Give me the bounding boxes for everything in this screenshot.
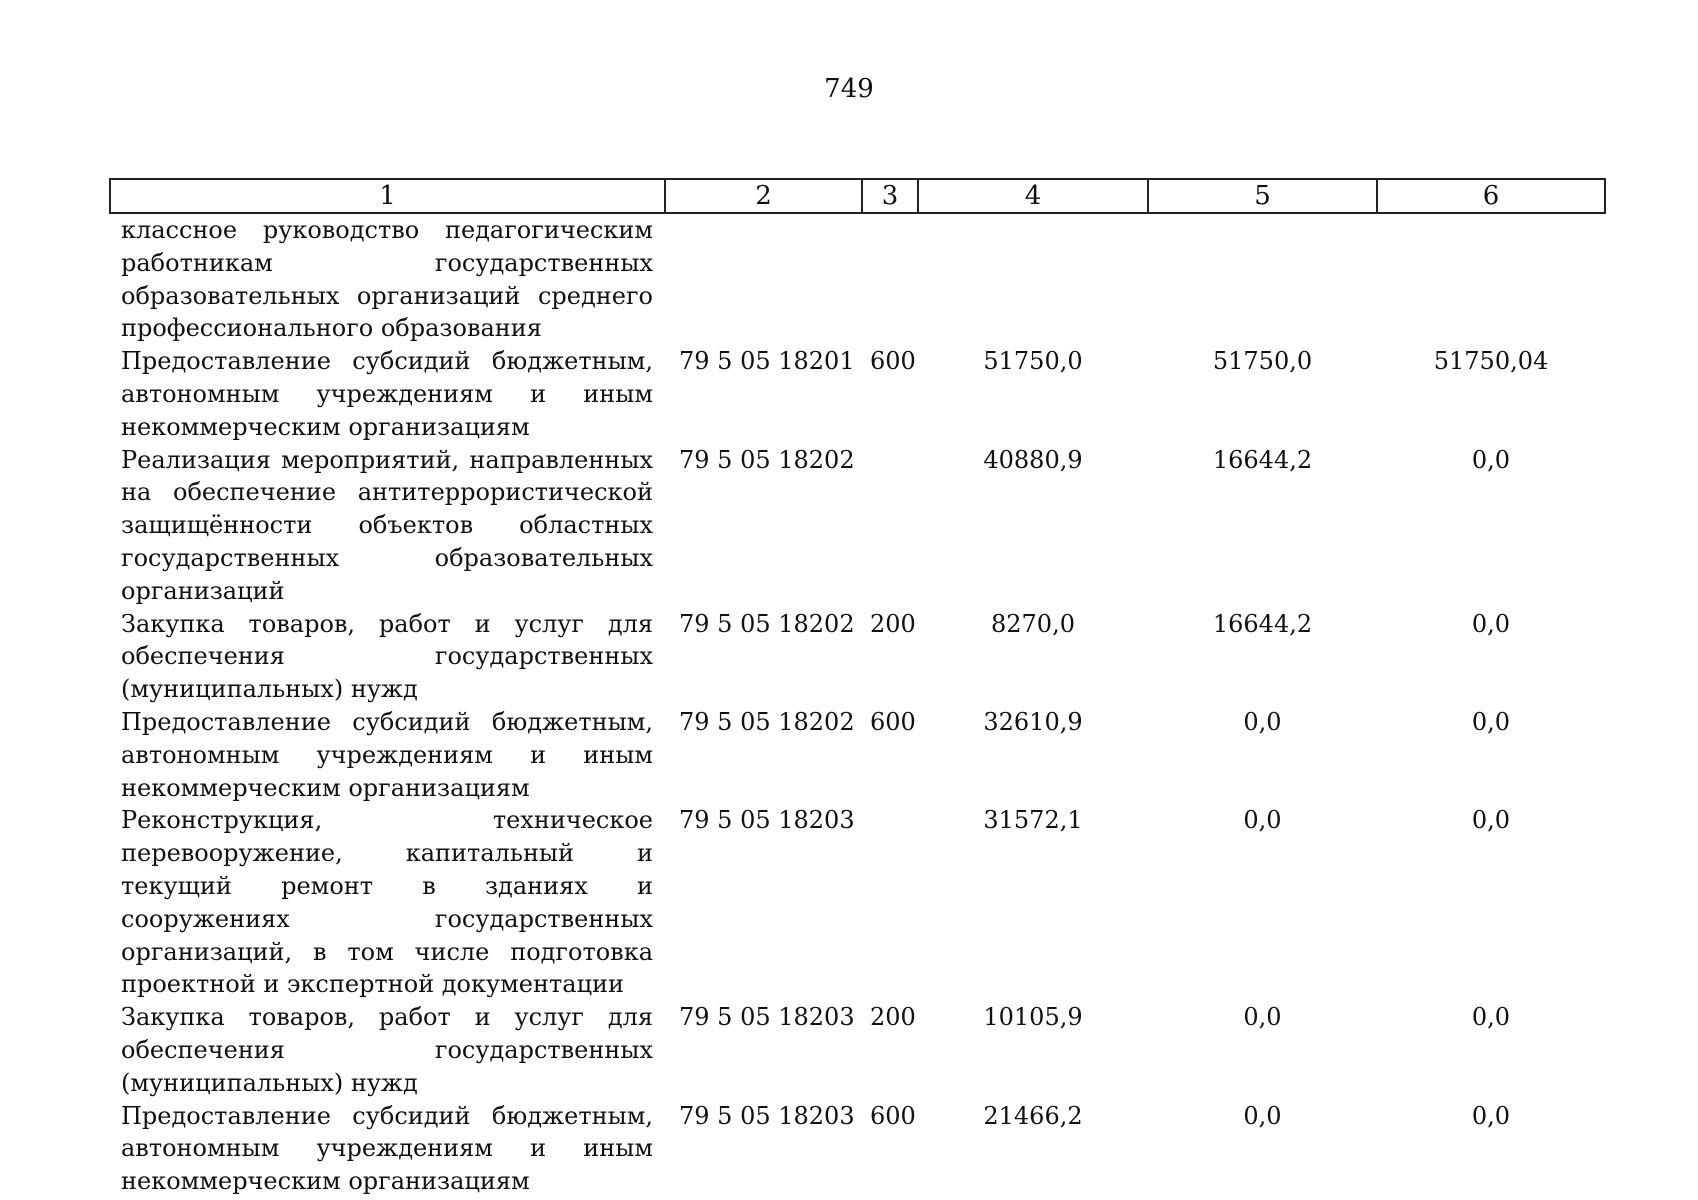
row-col4: 21466,2 bbox=[983, 1101, 1083, 1130]
row-code bbox=[665, 213, 862, 345]
row-col4: 10105,9 bbox=[983, 1003, 1083, 1032]
row-type: 200 bbox=[870, 609, 916, 638]
row-col6: 0,0 bbox=[1471, 1101, 1511, 1130]
row-description: Закупка товаров, работ и услуг для обеспечения государственных (муниципальных) нужд bbox=[121, 609, 653, 704]
table-header-row bbox=[110, 179, 1605, 213]
row-col4: 51750,0 bbox=[983, 347, 1083, 376]
row-code: 79 5 05 18203 bbox=[679, 806, 855, 835]
row-type: 600 bbox=[870, 1101, 916, 1130]
row-description: Предоставление субсидий бюджетным, автономным учреждениям и иным некоммерческим организациям bbox=[121, 347, 653, 441]
row-description: классное руководство педагогическим работникам государственных образовательных организаций среднего профессионального образования bbox=[121, 216, 653, 343]
row-col5 bbox=[1148, 213, 1377, 345]
header-col-5: 5 bbox=[1148, 179, 1377, 213]
table-row bbox=[110, 1001, 1605, 1099]
table-row bbox=[110, 444, 1605, 608]
row-col6: 51750,04 bbox=[1433, 347, 1549, 376]
row-code: 79 5 05 18202 bbox=[679, 707, 855, 736]
table-row bbox=[110, 706, 1605, 804]
row-code: 79 5 05 18201 bbox=[679, 347, 855, 376]
row-code: 79 5 05 18203 bbox=[679, 1101, 855, 1130]
row-description: Реализация мероприятий, направленных на обеспечение антитеррористической защищённости объектов областных государственных образовательных организаций bbox=[121, 445, 653, 605]
row-col6: 0,0 bbox=[1471, 707, 1511, 736]
row-col6: 0,0 bbox=[1471, 806, 1511, 835]
table-row bbox=[110, 804, 1605, 1001]
row-type bbox=[862, 804, 918, 1001]
row-code: 79 5 05 18203 bbox=[679, 1003, 855, 1032]
row-description: Реконструкция, техническое перевооружение, капитальный и текущий ремонт в зданиях и сооружениях государственных организаций, в том числе подготовка проектной и экспертной документации bbox=[121, 806, 653, 999]
row-col4: 8270,0 bbox=[991, 609, 1075, 638]
page-number: 749 bbox=[824, 74, 874, 104]
row-col4: 31572,1 bbox=[983, 806, 1083, 835]
budget-table bbox=[109, 178, 1606, 1198]
table-row bbox=[110, 213, 1605, 345]
row-col4 bbox=[918, 213, 1148, 345]
row-code: 79 5 05 18202 bbox=[679, 609, 855, 638]
row-type bbox=[862, 444, 918, 608]
row-code: 79 5 05 18202 bbox=[679, 445, 855, 474]
row-type: 600 bbox=[870, 707, 916, 736]
header-col-6: 6 bbox=[1377, 179, 1605, 213]
row-col5: 0,0 bbox=[1243, 806, 1282, 835]
row-col5: 16644,2 bbox=[1212, 609, 1313, 638]
row-description: Предоставление субсидий бюджетным, автономным учреждениям и иным некоммерческим организациям bbox=[121, 707, 653, 802]
row-col5: 51750,0 bbox=[1212, 347, 1313, 376]
header-col-4: 4 bbox=[918, 179, 1148, 213]
header-col-3: 3 bbox=[862, 179, 918, 213]
row-col4: 32610,9 bbox=[983, 707, 1083, 736]
header-col-1: 1 bbox=[110, 179, 665, 213]
row-type: 200 bbox=[870, 1003, 916, 1032]
row-col6: 0,0 bbox=[1471, 445, 1511, 474]
row-description: Закупка товаров, работ и услуг для обеспечения государственных (муниципальных) нужд bbox=[121, 1003, 653, 1097]
table-row bbox=[110, 345, 1605, 443]
row-col4: 40880,9 bbox=[983, 445, 1083, 474]
row-col5: 0,0 bbox=[1243, 1101, 1282, 1130]
row-type: 600 bbox=[870, 347, 916, 376]
row-col5: 0,0 bbox=[1243, 1003, 1282, 1032]
row-col6: 0,0 bbox=[1471, 1003, 1511, 1032]
row-col5: 0,0 bbox=[1243, 707, 1282, 736]
table-row bbox=[110, 1100, 1605, 1198]
row-col6 bbox=[1377, 213, 1605, 345]
row-col6: 0,0 bbox=[1471, 609, 1511, 638]
row-col5: 16644,2 bbox=[1212, 445, 1313, 474]
row-description: Предоставление субсидий бюджетным, автономным учреждениям и иным некоммерческим организациям bbox=[121, 1101, 653, 1196]
table-row bbox=[110, 608, 1605, 706]
header-col-2: 2 bbox=[665, 179, 862, 213]
row-type bbox=[862, 213, 918, 345]
